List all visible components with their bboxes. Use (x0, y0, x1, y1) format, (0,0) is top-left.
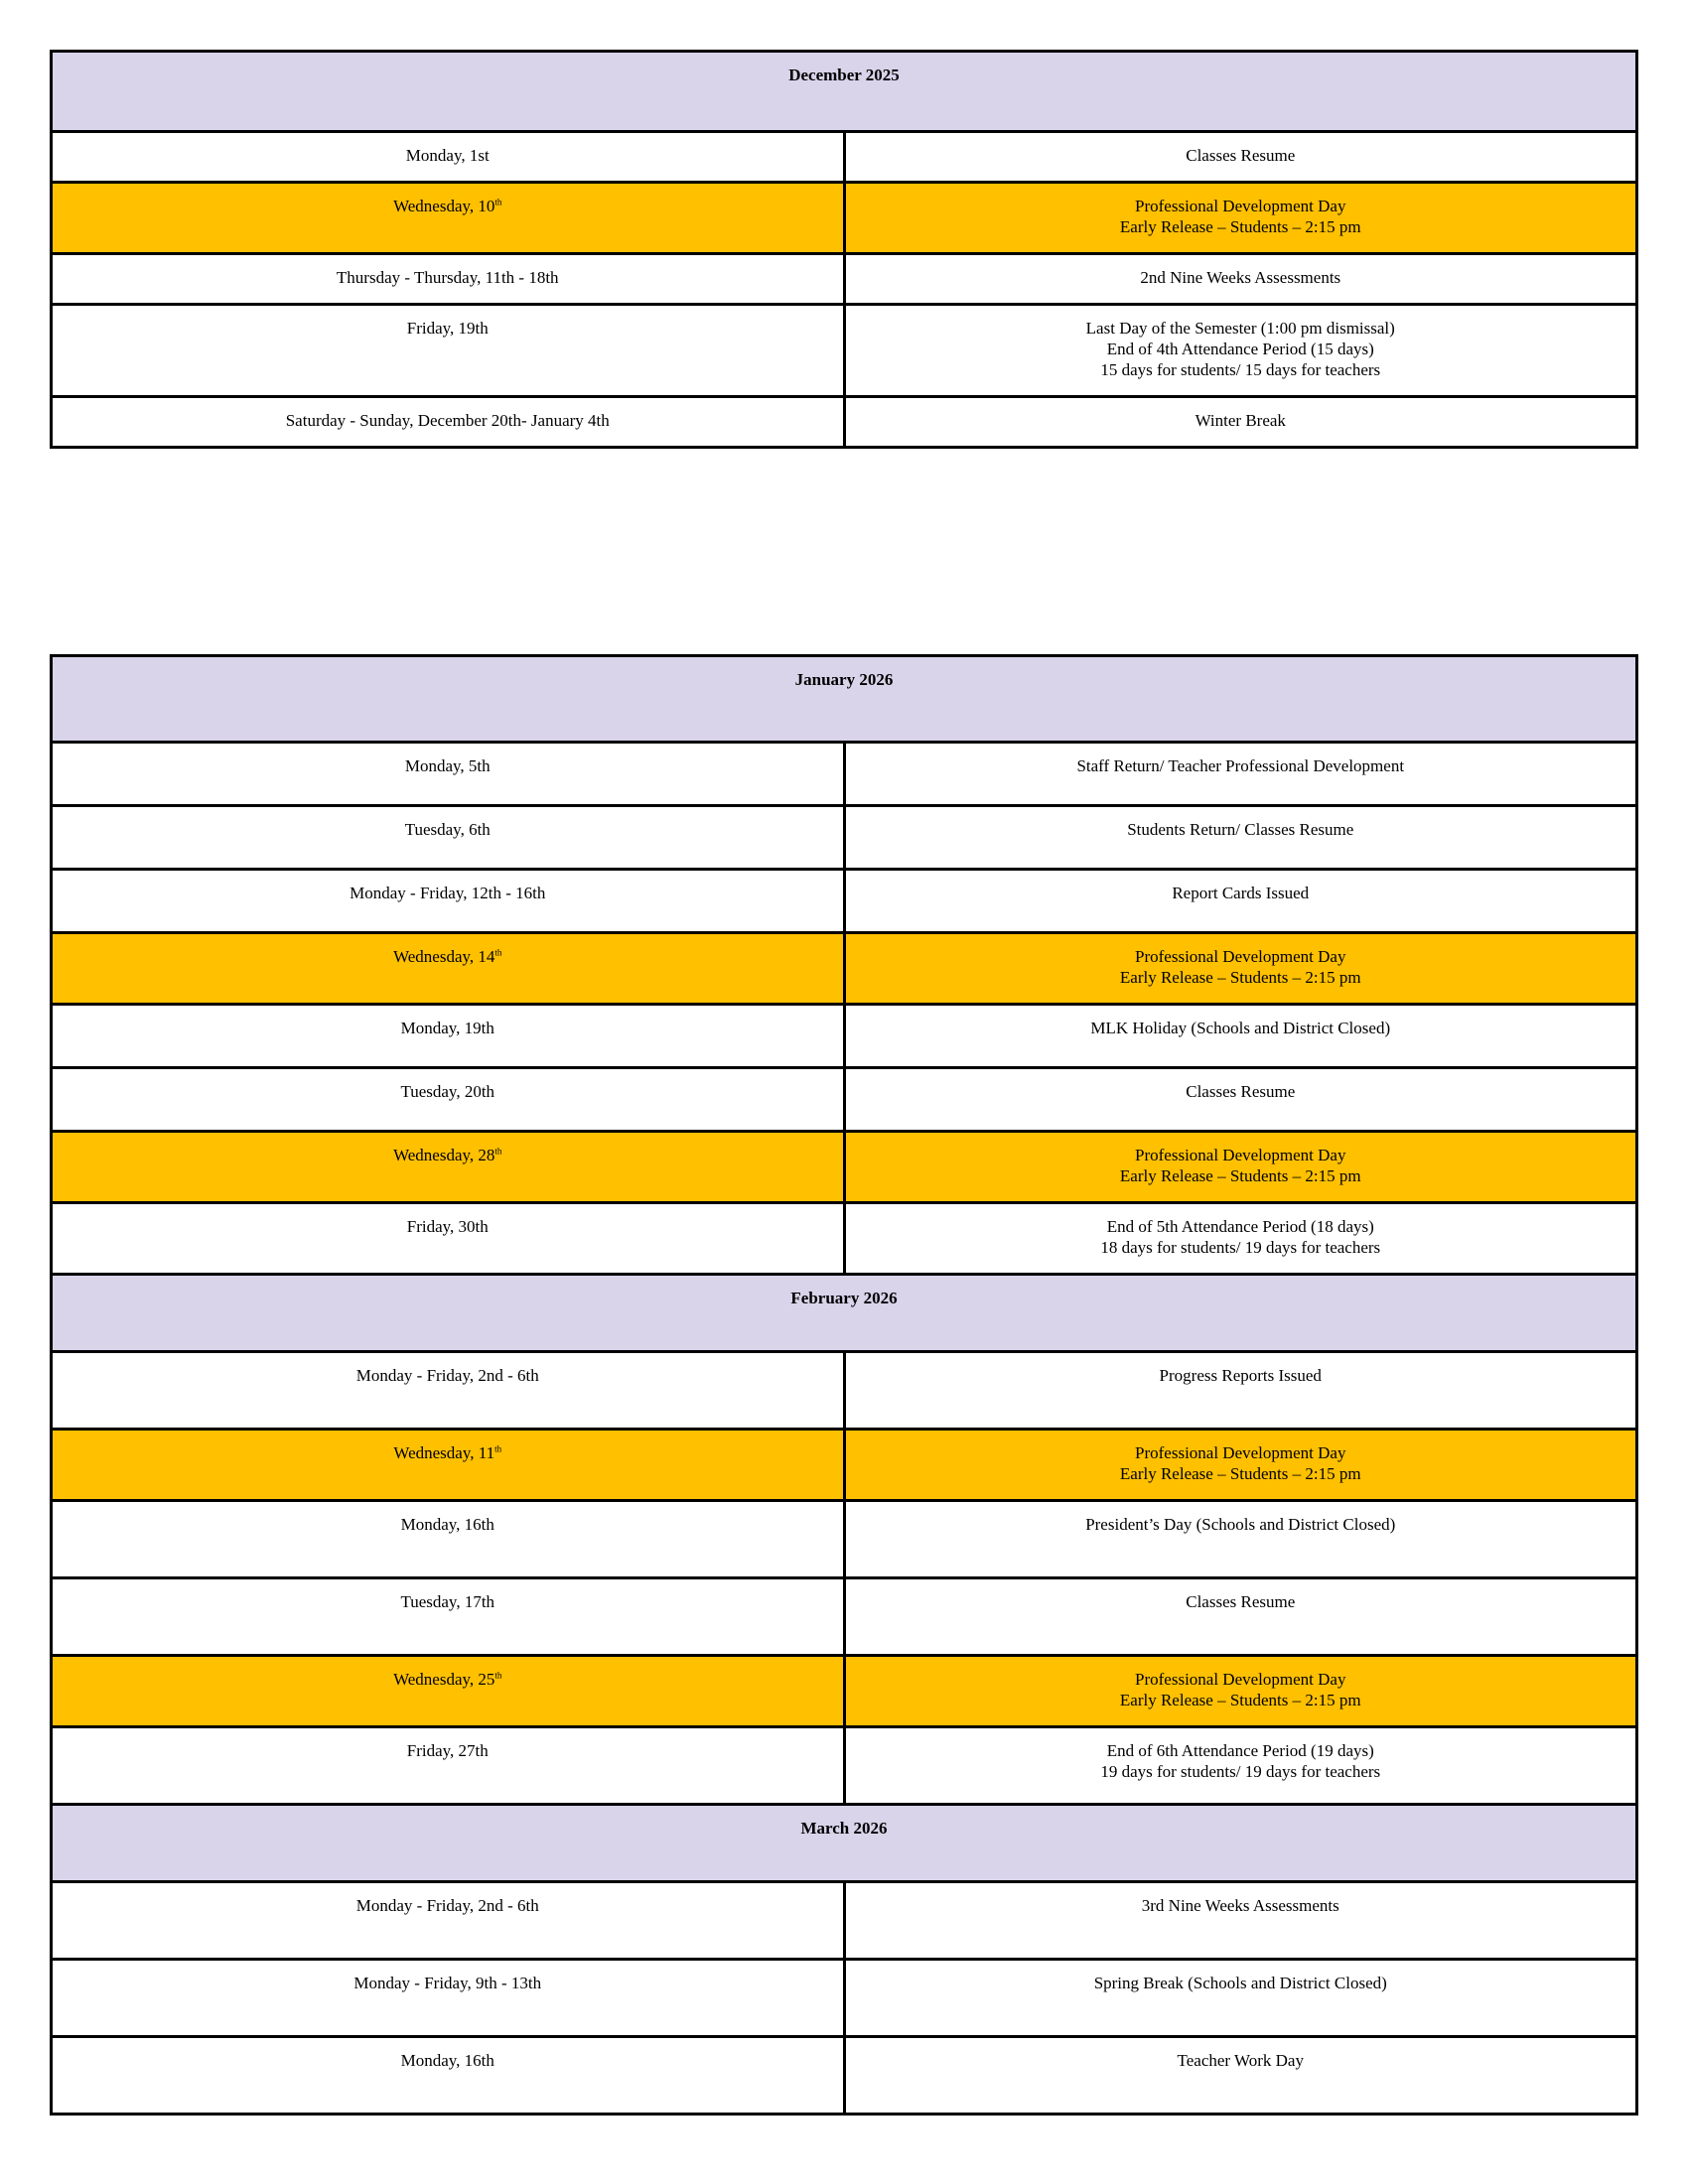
date-cell: Tuesday, 17th (52, 1578, 845, 1656)
table-row (52, 1578, 1637, 1656)
event-line: Professional Development Day (1135, 947, 1346, 966)
event-cell (844, 254, 1637, 305)
event-line: Progress Reports Issued (1159, 1366, 1322, 1385)
table-row (52, 132, 1637, 183)
event-cell (844, 870, 1637, 933)
event-line: 19 days for students/ 19 days for teachers (1100, 1762, 1381, 1781)
date-cell: Monday - Friday, 2nd - 6th (52, 1882, 845, 1960)
event-line: Students Return/ Classes Resume (1127, 820, 1354, 839)
event-cell (844, 1430, 1637, 1501)
event-line: Early Release – Students – 2:15 pm (1119, 1691, 1361, 1709)
event-line: Early Release – Students – 2:15 pm (1119, 1166, 1361, 1185)
event-line: Professional Development Day (1135, 1146, 1346, 1164)
month-title: January 2026 (52, 656, 1637, 743)
event-line: Staff Return/ Teacher Professional Development (1076, 756, 1405, 775)
date-cell: Friday, 30th (52, 1203, 845, 1275)
event-line: Classes Resume (1186, 146, 1296, 165)
event-cell (844, 1203, 1637, 1275)
table-row (52, 254, 1637, 305)
date-text: Wednesday, 25 (393, 1670, 495, 1689)
event-line: Last Day of the Semester (1:00 pm dismissal) (1085, 319, 1395, 338)
date-cell: Friday, 19th (52, 305, 845, 397)
date-suffix: th (494, 1443, 502, 1454)
event-line: Report Cards Issued (1172, 884, 1310, 902)
date-cell (52, 183, 845, 254)
date-cell: Tuesday, 6th (52, 806, 845, 870)
calendar-table-spring (50, 654, 1638, 2116)
date-cell: Monday, 1st (52, 132, 845, 183)
event-cell (844, 1882, 1637, 1960)
event-line: Early Release – Students – 2:15 pm (1119, 217, 1361, 236)
event-cell (844, 1656, 1637, 1727)
event-line: Teacher Work Day (1177, 2051, 1304, 2070)
event-cell (844, 132, 1637, 183)
event-line: End of 4th Attendance Period (15 days) (1106, 340, 1374, 358)
table-row-pd (52, 1656, 1637, 1727)
event-cell (844, 1005, 1637, 1068)
date-suffix: th (494, 197, 502, 207)
event-line: 18 days for students/ 19 days for teachers (1100, 1238, 1381, 1257)
month-header-row (52, 52, 1637, 132)
date-suffix: th (494, 947, 502, 958)
event-line: Spring Break (Schools and District Closed) (1093, 1974, 1387, 1992)
event-line: Early Release – Students – 2:15 pm (1119, 1464, 1361, 1483)
date-cell (52, 1430, 845, 1501)
date-cell: Monday, 19th (52, 1005, 845, 1068)
event-cell (844, 2037, 1637, 2115)
table-row (52, 806, 1637, 870)
event-line: End of 5th Attendance Period (18 days) (1106, 1217, 1374, 1236)
date-cell: Tuesday, 20th (52, 1068, 845, 1132)
month-title: March 2026 (52, 1805, 1637, 1882)
month-header-row (52, 1805, 1637, 1882)
calendar-table-december (50, 50, 1638, 449)
date-cell: Monday, 16th (52, 2037, 845, 2115)
month-title: February 2026 (52, 1275, 1637, 1352)
event-cell (844, 743, 1637, 806)
date-text: Wednesday, 28 (393, 1146, 495, 1164)
event-cell (844, 933, 1637, 1005)
event-line: Classes Resume (1186, 1592, 1296, 1611)
event-cell (844, 1132, 1637, 1203)
event-line: Professional Development Day (1135, 197, 1346, 215)
event-cell (844, 183, 1637, 254)
event-cell (844, 1068, 1637, 1132)
event-cell (844, 1960, 1637, 2037)
date-cell: Saturday - Sunday, December 20th- January 4th (52, 397, 845, 448)
month-title: December 2025 (52, 52, 1637, 132)
event-cell (844, 806, 1637, 870)
date-cell: Monday - Friday, 2nd - 6th (52, 1352, 845, 1430)
date-text: Wednesday, 14 (393, 947, 495, 966)
event-cell (844, 305, 1637, 397)
table-row (52, 743, 1637, 806)
table-row-pd (52, 1430, 1637, 1501)
date-cell: Friday, 27th (52, 1727, 845, 1805)
table-row (52, 305, 1637, 397)
table-row (52, 870, 1637, 933)
month-header-row (52, 1275, 1637, 1352)
table-row (52, 1727, 1637, 1805)
event-line: President’s Day (Schools and District Closed) (1085, 1515, 1396, 1534)
date-suffix: th (494, 1670, 502, 1681)
date-cell (52, 1656, 845, 1727)
table-row (52, 1352, 1637, 1430)
event-line: Classes Resume (1186, 1082, 1296, 1101)
date-cell: Monday - Friday, 12th - 16th (52, 870, 845, 933)
event-line: MLK Holiday (Schools and District Closed) (1090, 1019, 1391, 1037)
event-line: End of 6th Attendance Period (19 days) (1106, 1741, 1374, 1760)
table-row (52, 1960, 1637, 2037)
table-row (52, 1203, 1637, 1275)
event-cell (844, 1352, 1637, 1430)
table-row (52, 1882, 1637, 1960)
event-cell (844, 1578, 1637, 1656)
event-line: Early Release – Students – 2:15 pm (1119, 968, 1361, 987)
date-cell (52, 1132, 845, 1203)
table-row-pd (52, 183, 1637, 254)
event-line: Professional Development Day (1135, 1443, 1346, 1462)
date-text: Wednesday, 10 (393, 197, 495, 215)
table-row-pd (52, 1132, 1637, 1203)
event-cell (844, 1727, 1637, 1805)
event-line: Winter Break (1195, 411, 1286, 430)
event-cell (844, 1501, 1637, 1578)
table-row (52, 1501, 1637, 1578)
event-line: 2nd Nine Weeks Assessments (1140, 268, 1341, 287)
table-row-pd (52, 933, 1637, 1005)
event-line: 15 days for students/ 15 days for teachers (1100, 360, 1381, 379)
date-cell: Thursday - Thursday, 11th - 18th (52, 254, 845, 305)
date-cell: Monday, 5th (52, 743, 845, 806)
date-cell (52, 933, 845, 1005)
month-header-row (52, 656, 1637, 743)
table-row (52, 397, 1637, 448)
date-suffix: th (494, 1146, 502, 1157)
table-row (52, 1068, 1637, 1132)
table-row (52, 2037, 1637, 2115)
date-cell: Monday - Friday, 9th - 13th (52, 1960, 845, 2037)
table-row (52, 1005, 1637, 1068)
event-line: Professional Development Day (1135, 1670, 1346, 1689)
date-text: Wednesday, 11 (393, 1443, 495, 1462)
event-line: 3rd Nine Weeks Assessments (1141, 1896, 1339, 1915)
event-cell (844, 397, 1637, 448)
date-cell: Monday, 16th (52, 1501, 845, 1578)
